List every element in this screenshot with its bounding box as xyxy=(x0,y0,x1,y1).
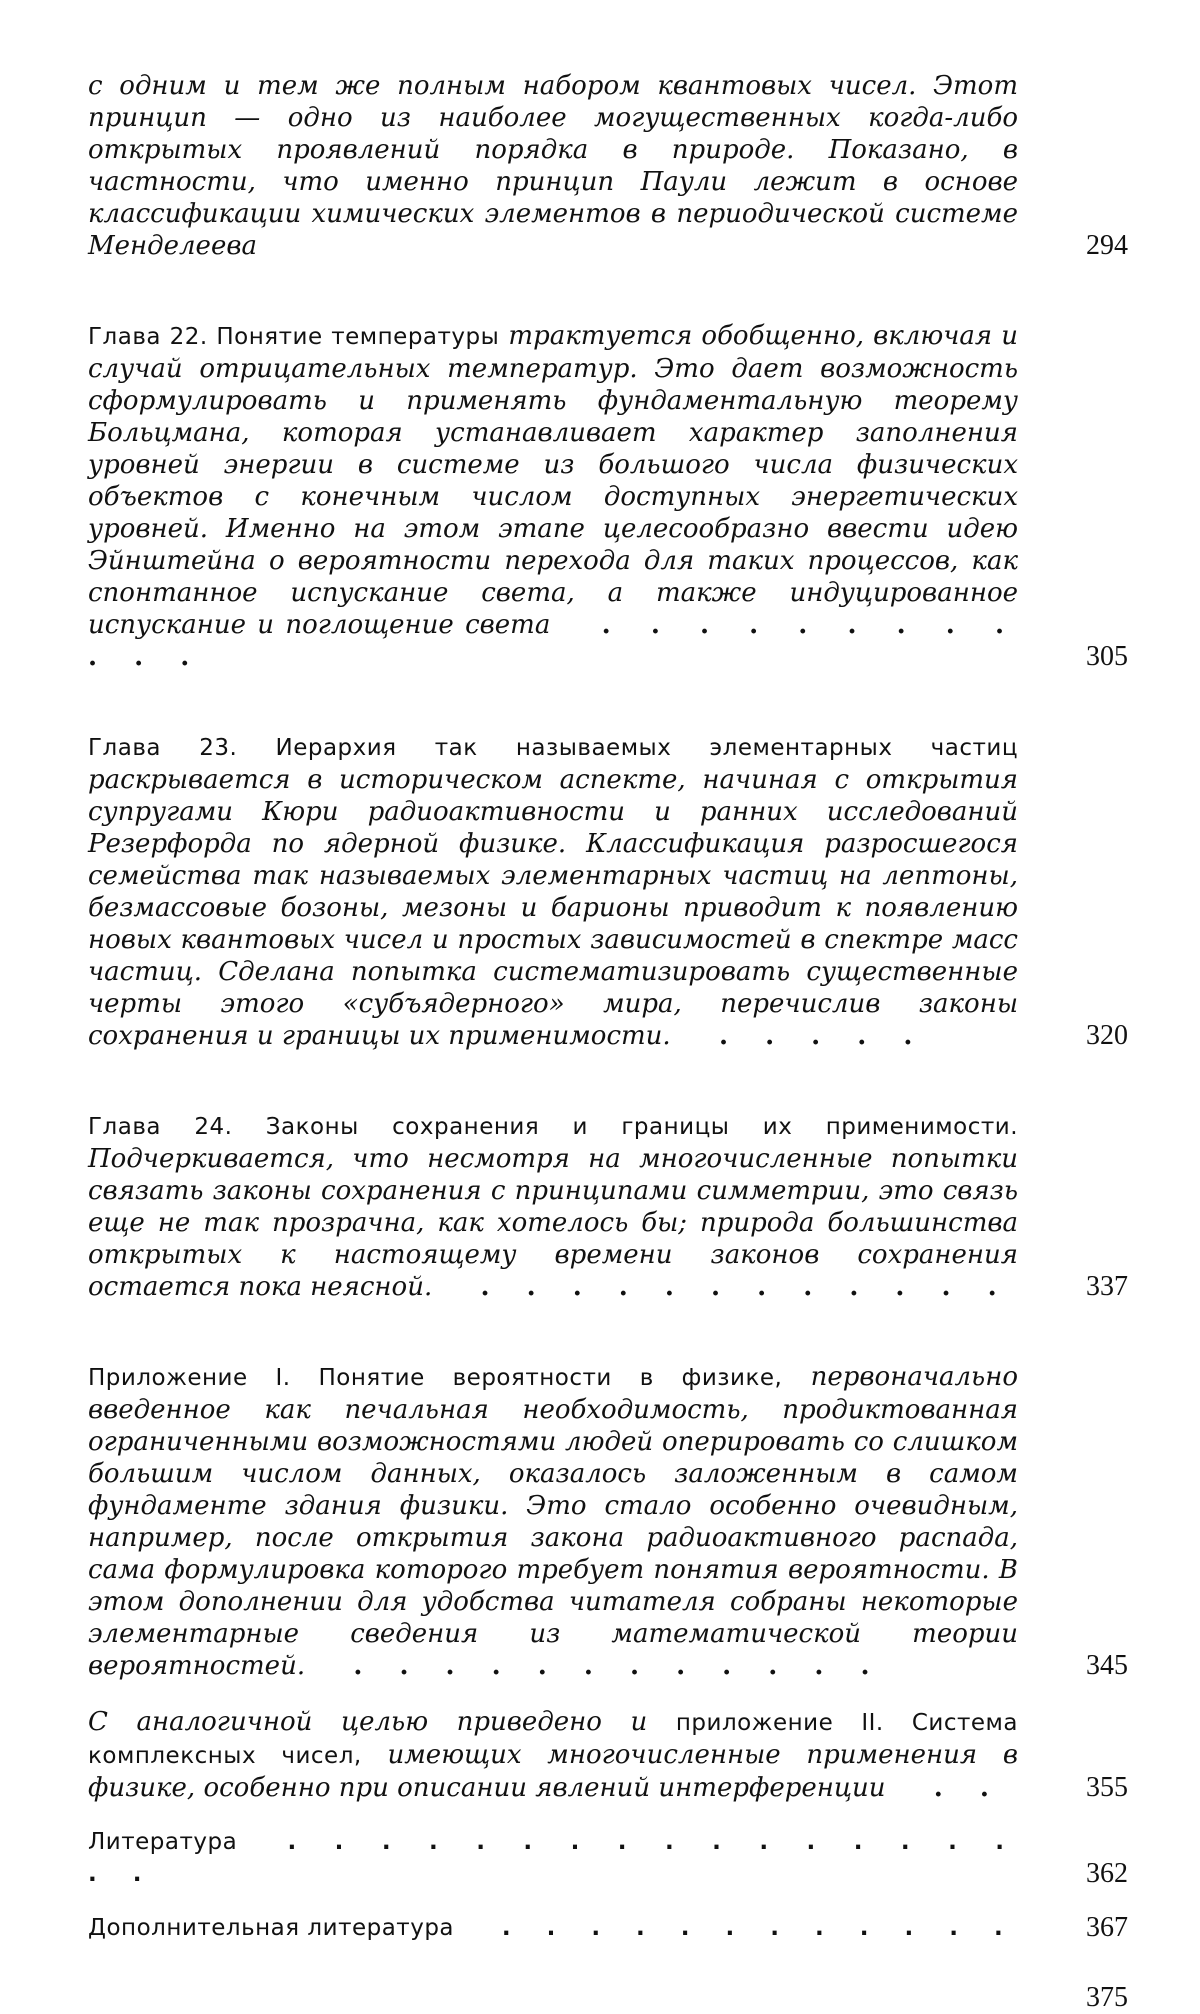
entry-text xyxy=(88,320,1018,673)
entry-text xyxy=(88,731,1018,1052)
contents-entry-chapter-22 xyxy=(88,320,1128,673)
page-number: 320 xyxy=(1086,1020,1128,1051)
entry-description: Подчеркивается, что несмотря на многочисленные попытки связать законы сохранения с принципами симметрии, это связь еще не так прозрачна, как хотелось бы; природа большинства открытых к настоящему времени законов сохранения остается пока неясной. xyxy=(88,1144,1018,1302)
page-number: 337 xyxy=(1086,1271,1128,1302)
leader-dots: . . . . . . . . . . . . . . . . . . xyxy=(88,1829,1018,1887)
entry-description: первоначально введенное как печальная необходимость, продиктованная ограниченными возможностями людей оперировать со слишком большим числом данных, оказалось заложенным в самом фундаменте здания физики. Это стало особенно очевидным, например, после открытия закона радиоактивного распада, сама формулировка которого требует понятия вероятности. В этом дополнении для удобства читателя собраны некоторые элементарные сведения из математической теории вероятностей. xyxy=(88,1362,1018,1681)
entry-description: раскрывается в историческом аспекте, начиная с открытия супругами Кюри радиоактивности и ранних исследований Резерфорда по ядерной физике. Классификация разросшегося семейства так называемых элементарных частиц на лептоны, безмассовые бозоны, мезоны и барионы приводит к появлению новых квантовых чисел и простых зависимостей в спектре масс частиц. Сделана попытка систематизировать существенные черты этого «субъядерного» мира, перечислив законы сохранения и границы их применимости. xyxy=(88,765,1018,1051)
contents-entry-appendix-2 xyxy=(88,1706,1128,1804)
entry-text xyxy=(88,1826,1018,1890)
contents-entry-chapter-23 xyxy=(88,731,1128,1052)
entry-description: имеющих многочисленные применения в физике, особенно при описании явлений интерференции xyxy=(88,1740,1018,1803)
entry-label: Дополнительная литература xyxy=(88,1915,455,1941)
page-number: 355 xyxy=(1086,1772,1128,1803)
contents-entry xyxy=(88,70,1128,262)
contents-entry-chapter-24 xyxy=(88,1110,1128,1303)
leader-dots: . . . . . . . . . . . . xyxy=(501,1915,1017,1941)
leader-dots: . . . . . . . . . . . . xyxy=(353,1651,884,1681)
leader-dots: . . . . . xyxy=(718,1021,927,1051)
chapter-heading: Глава 23. Иерархия так называемых элементарных частиц xyxy=(88,735,1018,761)
leader-dots: . . . . . . . . . . . . xyxy=(480,1272,1011,1302)
contents-entry-additional-literature xyxy=(88,1912,1128,1944)
final-entry xyxy=(88,1974,1128,2014)
entry-text xyxy=(88,1110,1018,1303)
chapter-heading: Глава 24. Законы сохранения и границы их применимости. xyxy=(88,1114,1018,1140)
page-number: 305 xyxy=(1086,641,1128,672)
page-number: 345 xyxy=(1086,1650,1128,1681)
entry-text xyxy=(88,70,1018,262)
entry-text xyxy=(88,1912,1018,1944)
entry-label: Литература xyxy=(88,1829,238,1855)
leader-dots: . . . . . . . . . . . . xyxy=(88,610,1018,672)
appendix-heading: приложение II. Система комплексных чисел, xyxy=(88,1710,1019,1769)
chapter-heading: Глава 22. Понятие температуры xyxy=(88,324,500,350)
entry-text xyxy=(88,1361,1018,1682)
entry-description: трактуется обобщенно, включая и случай отрицательных температур. Это дает возможность сформулировать и применять фундаментальную теорему Больцмана, которая устанавливает характер заполнения уровней энергии в системе из большого числа физических объектов с конечным числом доступных энергетических уровней. Именно на этом этапе целесообразно ввести идею Эйнштейна о вероятности перехода для таких процессов, как спонтанное испускание света, а также индуцированное испускание и поглощение света xyxy=(88,321,1018,640)
contents-entry-appendix-1 xyxy=(88,1361,1128,1682)
contents-page xyxy=(88,70,1128,2014)
entry-description: с одним и тем же полным набором квантовых чисел. Этот принцип — одно из наиболее могущественных когда-либо открытых проявлений порядка в природе. Показано, в частности, что именно принцип Паули лежит в основе классификации химических элементов в периодической системе Менделеева xyxy=(88,71,1018,261)
entry-lead: С аналогичной целью приведено и xyxy=(88,1707,648,1737)
page-number: 294 xyxy=(1086,230,1128,261)
page-number: 362 xyxy=(1086,1858,1128,1889)
page-number: 367 xyxy=(1086,1912,1128,1943)
entry-text xyxy=(88,1706,1018,1804)
contents-entry-literature xyxy=(88,1826,1128,1890)
appendix-heading: Приложение I. Понятие вероятности в физике, xyxy=(88,1365,783,1391)
leader-dots: . . xyxy=(933,1773,1003,1803)
page-number: 375 xyxy=(1086,1982,1128,2013)
